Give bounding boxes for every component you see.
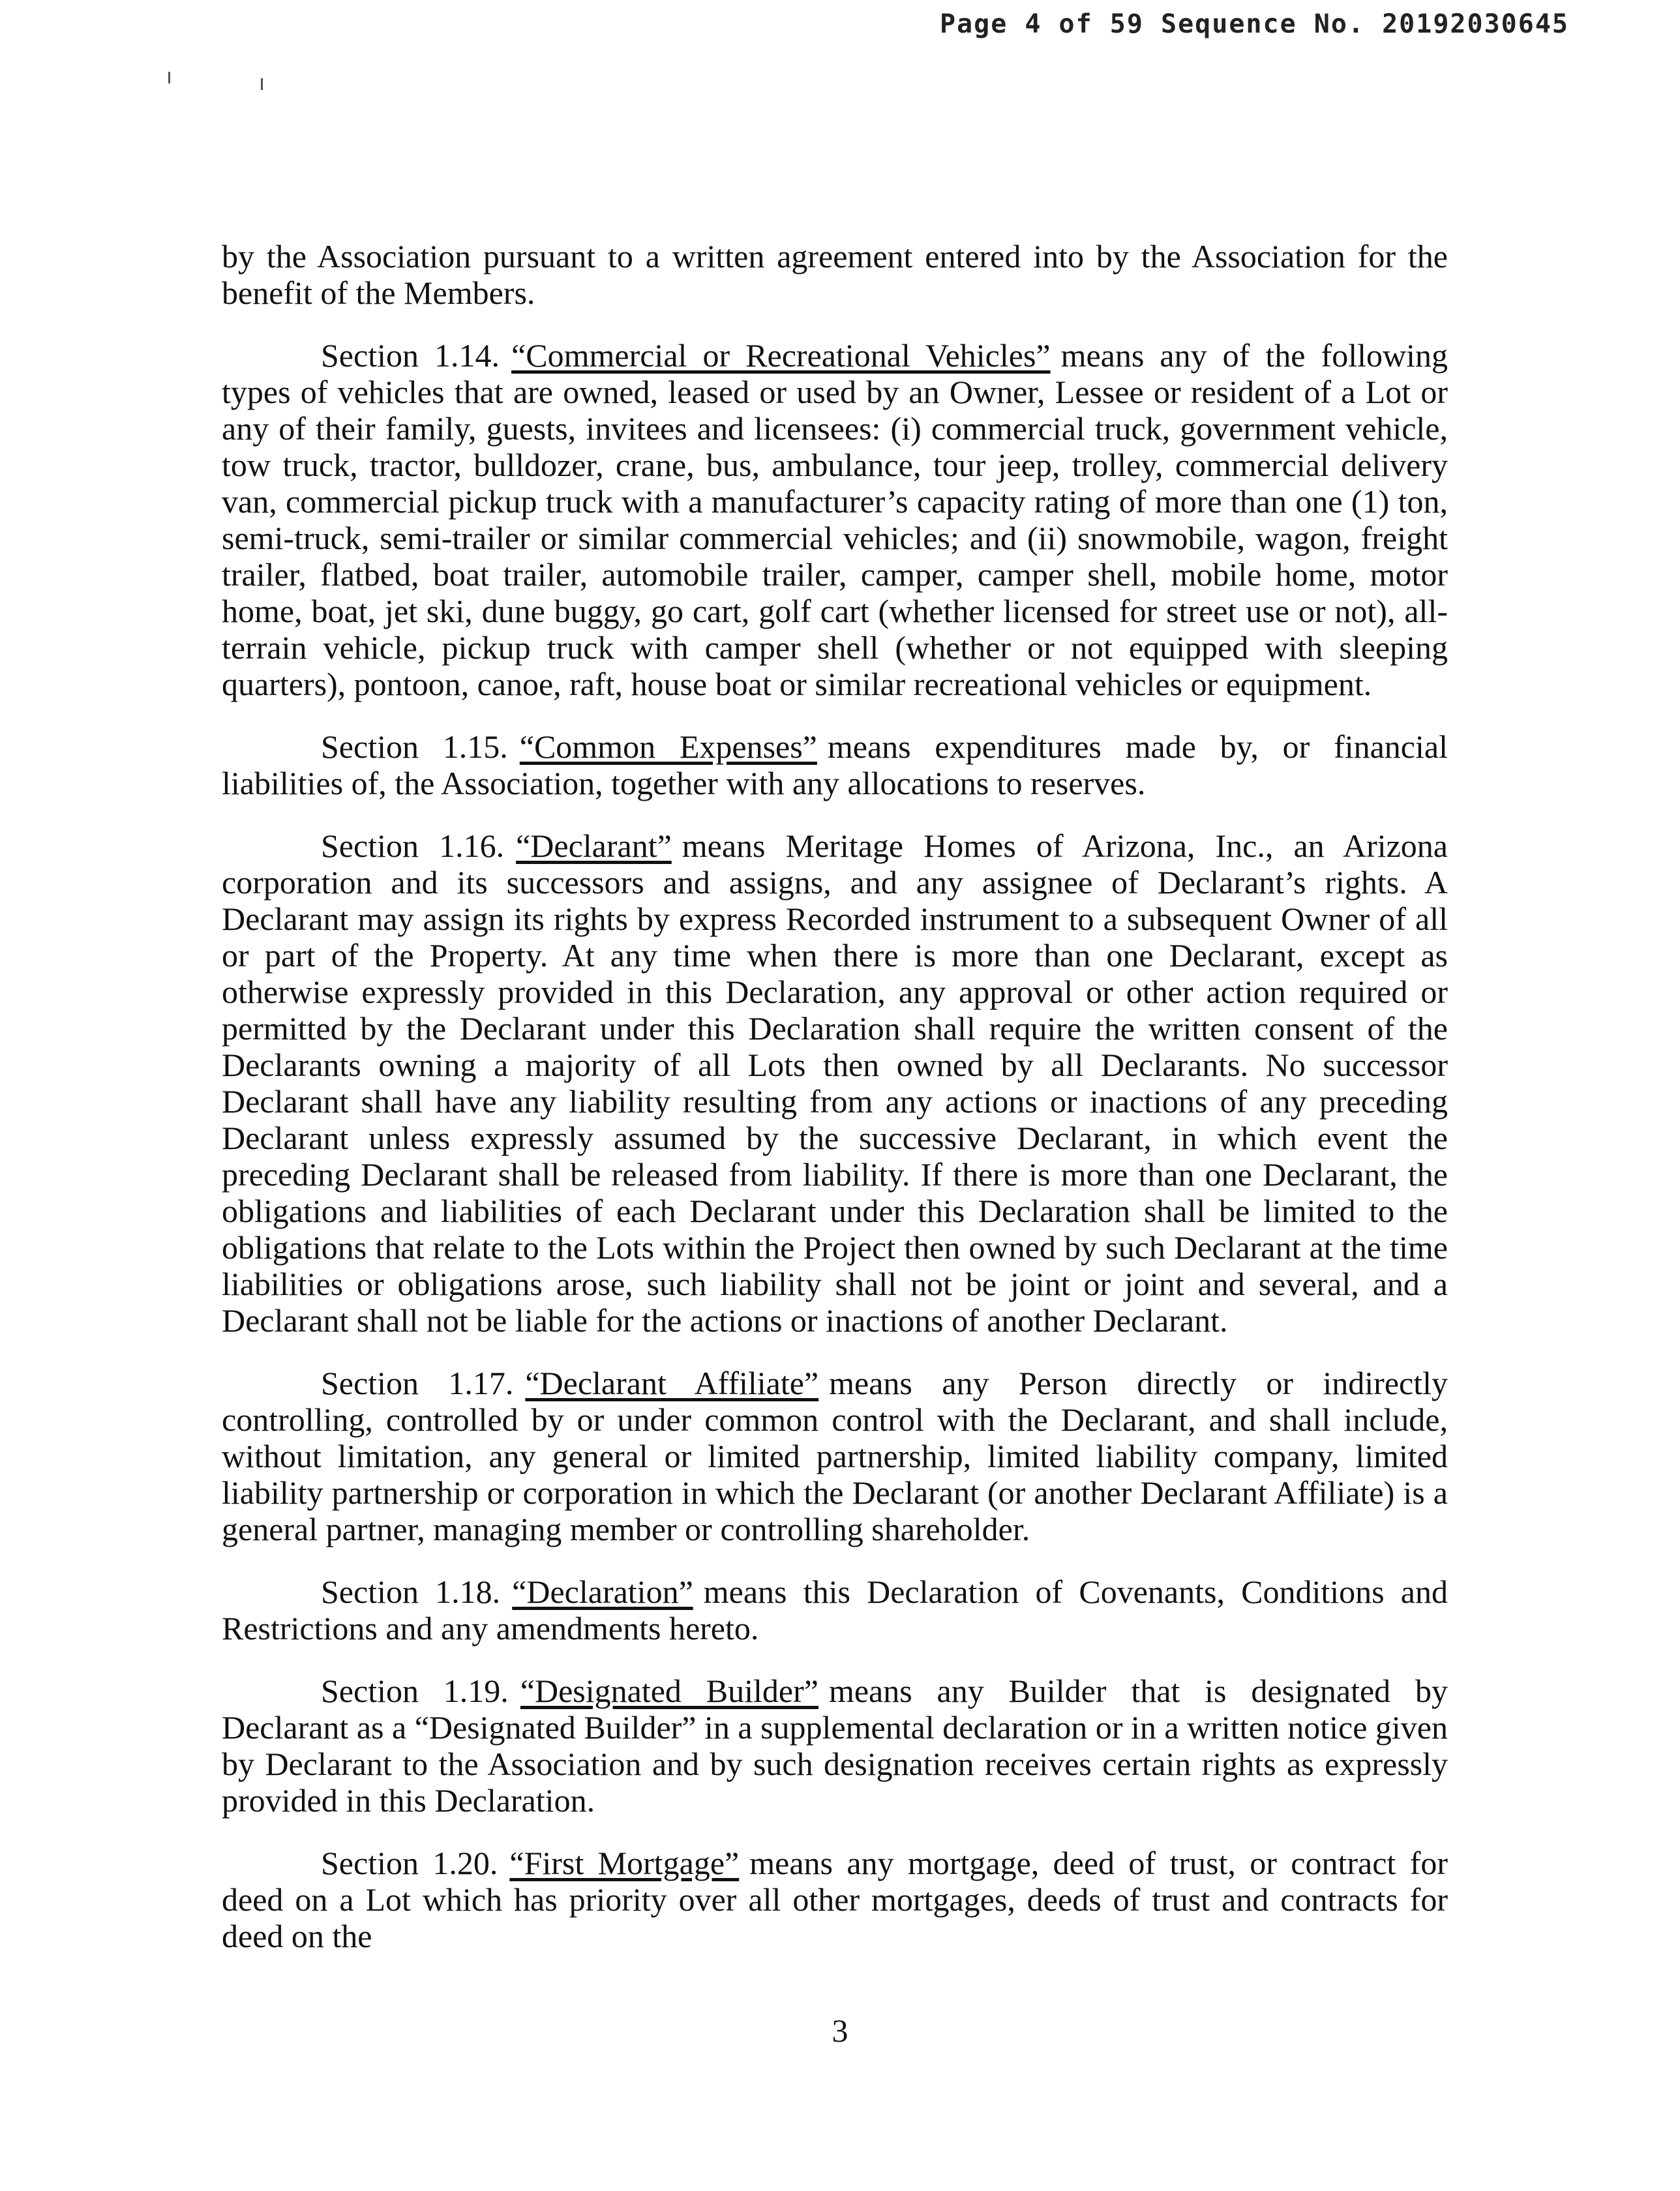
section-1-20 bbox=[222, 1845, 1448, 1954]
defined-term: “Commercial or Recreational Vehicles” bbox=[511, 337, 1051, 374]
section-1-14 bbox=[222, 337, 1448, 702]
section-1-15 bbox=[222, 728, 1448, 801]
scan-mark bbox=[168, 72, 170, 83]
section-number: Section 1.18. bbox=[321, 1573, 501, 1610]
section-number: Section 1.17. bbox=[321, 1365, 514, 1401]
section-number: Section 1.20. bbox=[321, 1845, 498, 1881]
definition-text: means any mortgage, deed of trust, or contract for deed on a Lot which has priority over all other mortgages, deeds of trust and contracts for deed on the bbox=[222, 1845, 1448, 1954]
scan-mark bbox=[261, 78, 263, 90]
definition-text: means any of the following types of vehicles that are owned, leased or used by an Owner, Lessee or resident of a Lot or any of their family, guests, invitees and licensees: (i) commercial truck, government vehicle, tow truck, tractor, bulldozer, crane, bus, ambulance, tour jeep, trolley, commercial delivery van, commercial pickup truck with a manufacturer’s capacity rating of more than one (1) ton, semi-truck, semi-trailer or similar commercial vehicles; and (ii) snowmobile, wagon, freight trailer, flatbed, boat trailer, automobile trailer, camper, camper shell, mobile home, motor home, boat, jet ski, dune buggy, go cart, golf cart (whether licensed for street use or not), all-terrain vehicle, pickup truck with camper shell (whether or not equipped with sleeping quarters), pontoon, canoe, raft, house boat or similar recreational vehicles or equipment. bbox=[222, 337, 1448, 702]
defined-term: “Declaration” bbox=[512, 1573, 693, 1610]
section-number: Section 1.14. bbox=[321, 337, 500, 374]
section-number: Section 1.15. bbox=[321, 728, 508, 765]
definition-text: means any Builder that is designated by Declarant as a “Designated Builder” in a supplemental declaration or in a written notice given by Declarant to the Association and by such designation receives certain rights as expressly provided in this Declaration. bbox=[222, 1673, 1448, 1819]
document-body bbox=[222, 238, 1448, 1980]
page-sequence-header: Page 4 of 59 Sequence No. 20192030645 bbox=[939, 9, 1569, 39]
section-1-18 bbox=[222, 1573, 1448, 1647]
defined-term: “Designated Builder” bbox=[520, 1673, 818, 1709]
definition-text: means Meritage Homes of Arizona, Inc., an Arizona corporation and its successors and assigns, and any assignee of Declarant’s rights. A Declarant may assign its rights by express Recorded instrument to a subsequent Owner of all or part of the Property. At any time when there is more than one Declarant, except as otherwise expressly provided in this Declaration, any approval or other action required or permitted by the Declarant under this Declaration shall require the written consent of the Declarants owning a majority of all Lots then owned by all Declarants. No successor Declarant shall have any liability resulting from any actions or inactions of any preceding Declarant unless expressly assumed by the successive Declarant, in which event the preceding Declarant shall be released from liability. If there is more than one Declarant, the obligations and liabilities of each Declarant under this Declaration shall be limited to the obligations that relate to the Lots within the Project then owned by such Declarant at the time liabilities or obligations arose, such liability shall not be joint or joint and several, and a Declarant shall not be liable for the actions or inactions of another Declarant. bbox=[222, 827, 1448, 1339]
defined-term: “First Mortgage” bbox=[509, 1845, 740, 1881]
defined-term: “Declarant” bbox=[516, 827, 672, 864]
section-1-19 bbox=[222, 1673, 1448, 1819]
definition-text: means this Declaration of Covenants, Conditions and Restrictions and any amendments hereto. bbox=[222, 1573, 1448, 1647]
section-1-17 bbox=[222, 1365, 1448, 1547]
definition-text: means any Person directly or indirectly controlling, controlled by or under common control with the Declarant, and shall include, without limitation, any general or limited partnership, limited liability company, limited liability partnership or corporation in which the Declarant (or another Declarant Affiliate) is a general partner, managing member or controlling shareholder. bbox=[222, 1365, 1448, 1547]
section-number: Section 1.19. bbox=[321, 1673, 509, 1709]
continuation-paragraph: by the Association pursuant to a written agreement entered into by the Association for the benefit of the Members. bbox=[222, 238, 1448, 311]
section-1-16 bbox=[222, 827, 1448, 1339]
page-number: 3 bbox=[832, 2012, 848, 2049]
definition-text: means expenditures made by, or financial liabilities of, the Association, together with any allocations to reserves. bbox=[222, 728, 1448, 801]
section-number: Section 1.16. bbox=[321, 827, 505, 864]
defined-term: “Common Expenses” bbox=[519, 728, 817, 765]
defined-term: “Declarant Affiliate” bbox=[525, 1365, 819, 1401]
